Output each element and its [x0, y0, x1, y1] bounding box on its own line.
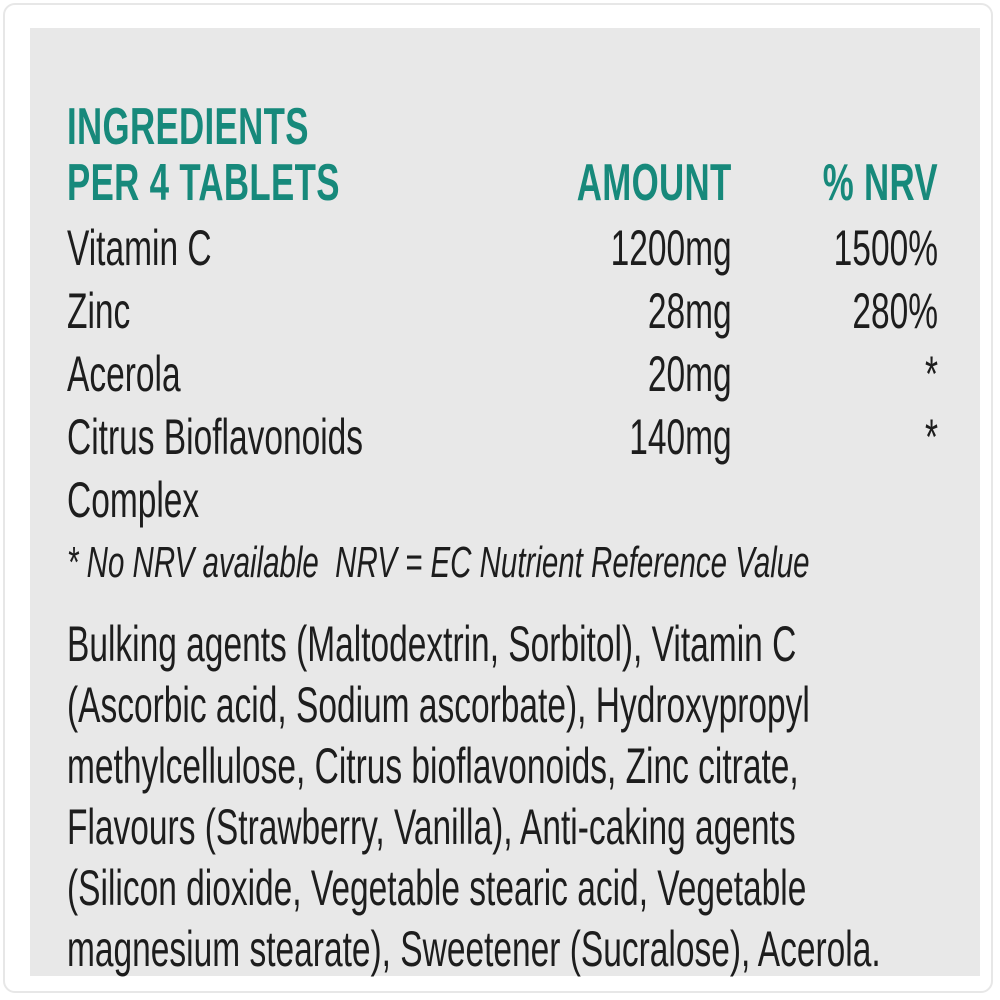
table-row	[67, 343, 938, 406]
ingredient-amount: 28mg	[647, 283, 732, 339]
column-header-nrv: % NRV	[822, 154, 938, 212]
ingredients-panel	[30, 28, 980, 976]
ingredients-line: magnesium stearate), Sweetener (Sucralose), Acerola.	[67, 921, 881, 977]
ingredient-name: Zinc	[67, 283, 131, 339]
ingredients-line: (Ascorbic acid, Sodium ascorbate), Hydroxypropyl	[67, 677, 810, 733]
ingredient-name: Vitamin C	[67, 220, 212, 276]
ingredients-list-paragraph	[67, 614, 938, 980]
ingredient-nrv: 1500%	[833, 220, 938, 276]
label-card	[3, 3, 993, 993]
table-title-subline: PER 4 TABLETS	[67, 154, 340, 212]
table-title: INGREDIENTS	[67, 98, 309, 156]
panel-content	[67, 28, 938, 980]
ingredients-line: Flavours (Strawberry, Vanilla), Anti-caking agents	[67, 799, 796, 855]
ingredients-table	[67, 217, 938, 532]
table-row	[67, 280, 938, 343]
table-row	[67, 217, 938, 280]
ingredient-amount: 140mg	[629, 409, 732, 465]
column-header-amount: AMOUNT	[576, 154, 732, 212]
ingredient-nrv: 280%	[852, 283, 938, 339]
ingredient-name: Acerola	[67, 346, 181, 402]
ingredient-amount: 20mg	[647, 346, 732, 402]
table-row	[67, 406, 938, 532]
ingredients-line: methylcellulose, Citrus bioflavonoids, Zinc citrate,	[67, 738, 799, 794]
ingredient-nrv: *	[924, 346, 938, 402]
table-header-row	[67, 155, 938, 211]
ingredients-line: (Silicon dioxide, Vegetable stearic acid, Vegetable	[67, 860, 807, 916]
ingredients-line: Bulking agents (Maltodextrin, Sorbitol), Vitamin C	[67, 616, 797, 672]
ingredient-name: Citrus Bioflavonoids Complex	[67, 409, 364, 528]
ingredient-nrv: *	[924, 409, 938, 465]
nrv-footnote: * No NRV available NRV = EC Nutrient Reference Value	[67, 538, 810, 587]
ingredient-amount: 1200mg	[610, 220, 732, 276]
